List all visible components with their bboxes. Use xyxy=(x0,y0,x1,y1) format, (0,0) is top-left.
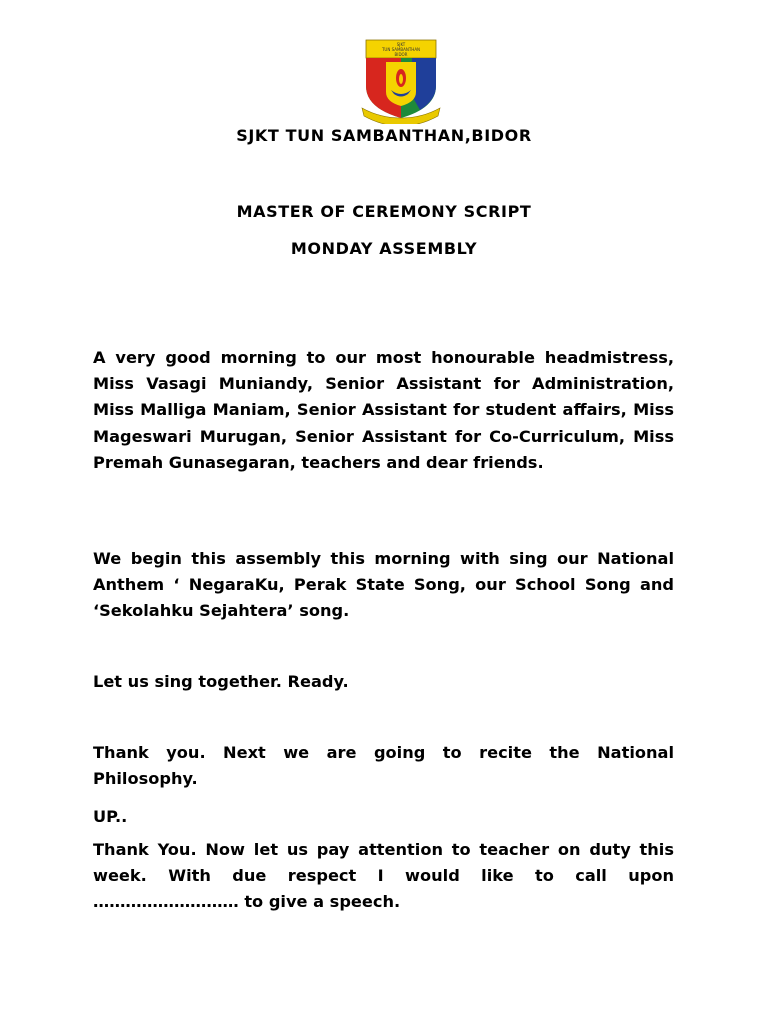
document-title: MASTER OF CEREMONY SCRIPT xyxy=(236,202,532,221)
document-subtitle: MONDAY ASSEMBLY xyxy=(290,239,478,258)
school-name-heading: SJKT TUN SAMBANTHAN,BIDOR xyxy=(236,126,532,145)
school-crest-logo xyxy=(360,36,442,124)
logo-text-bottom: BIDOR xyxy=(394,52,408,57)
sing-together-paragraph: Let us sing together. Ready. xyxy=(93,672,349,691)
teacher-on-duty-paragraph: Thank You. Now let us pay attention to teacher on duty this week. With due respect I would like to call upon ……………………… to give a speech. xyxy=(93,840,674,912)
logo-text-top: SJKT xyxy=(396,42,406,47)
logo-text-middle: TUN SAMBANTHAN xyxy=(381,47,421,52)
anthem-paragraph: We begin this assembly this morning with sing our National Anthem ‘ NegaraKu, Perak State Song, our School Song and ‘Sekolahku Sejahtera’ song. xyxy=(93,549,674,621)
up-paragraph: UP.. xyxy=(93,807,128,826)
philosophy-paragraph: Thank you. Next we are going to recite the National Philosophy. xyxy=(93,743,674,789)
greeting-paragraph: A very good morning to our most honourable headmistress, Miss Vasagi Muniandy, Senior Assistant for Administration, Miss Malliga Maniam, Senior Assistant for student affairs, Miss Mageswari Murugan, Senior Assistant for Co-Curriculum, Miss Premah Gunasegaran, teachers and dear friends. xyxy=(93,348,674,472)
